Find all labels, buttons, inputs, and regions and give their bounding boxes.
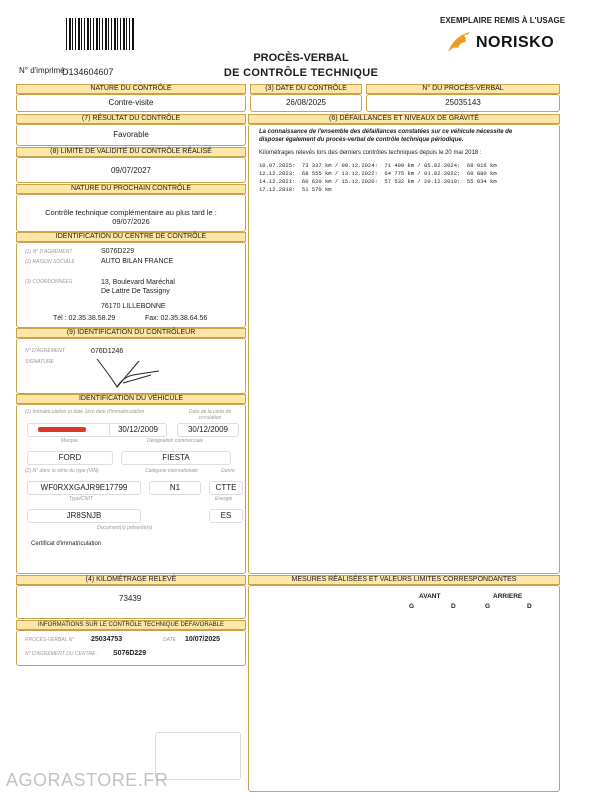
history-line: 14.12.2021: 60 620 km / 15.12.2020: 57 532 km / 20.12.2019: 55 034 km xyxy=(259,178,497,185)
vehicle-genre: CTTE xyxy=(209,481,243,495)
info-date-label: DATE : xyxy=(163,637,179,643)
copy-note: EXEMPLAIRE REMIS À L'USAGE xyxy=(440,16,566,25)
centre-agrement-value: S076D229 xyxy=(101,248,135,255)
info-agrement-label: N° D'AGRÉMENT DU CENTRE : xyxy=(25,651,99,657)
info-header: INFORMATIONS SUR LE CONTRÔLE TECHNIQUE DÉFAVORABLE xyxy=(16,620,246,630)
vehicle-header: IDENTIFICATION DU VÉHICULE xyxy=(16,394,246,404)
printed-number: D134604607 xyxy=(62,67,114,77)
mesures-d2: D xyxy=(527,603,532,610)
vehicle-date-label: Date de la carte de circulation xyxy=(188,409,232,421)
km-header: (4) KILOMÉTRAGE RELEVÉ xyxy=(16,575,246,585)
info-date-value: 10/07/2025 xyxy=(185,636,221,643)
vehicle-date1: 30/12/2009 xyxy=(109,423,167,437)
brand-name: NORISKO xyxy=(476,34,555,51)
vehicle-date2: 30/12/2009 xyxy=(177,423,239,437)
watermark: AGORASTORE.FR xyxy=(6,770,169,790)
next-line2: 09/07/2026 xyxy=(112,217,150,226)
mesures-g1: G xyxy=(409,603,415,610)
vehicle-marque: FORD xyxy=(27,451,113,465)
vehicle-type-label: Type/CNIT xyxy=(69,496,93,502)
signature-scribble xyxy=(93,353,173,389)
vehicle-docs-label: Document(s) présenté(s) xyxy=(97,525,153,531)
info-box xyxy=(16,630,246,666)
history-line: 10.07.2025: 73 337 km / 09.12.2024: 71 499 km / 05.02.2024: 68 916 km xyxy=(259,162,497,169)
next-header: NATURE DU PROCHAIN CONTRÔLE xyxy=(16,184,246,194)
pv-header: N° DU PROCÈS-VERBAL xyxy=(366,84,560,94)
result-header: (7) RÉSULTAT DU CONTRÔLE xyxy=(16,114,246,124)
centre-addr2: De Lattre De Tassigny xyxy=(101,288,170,295)
nature-value: Contre-visite xyxy=(108,98,154,107)
mesures-g2: G xyxy=(485,603,491,610)
centre-tel: Tél : 02.35.38.58.29 xyxy=(53,315,116,322)
nature-box xyxy=(16,94,246,112)
defaillances-note1: La connaissance de l'ensemble des défaillances constatées sur ce véhicule nécessite de xyxy=(259,129,513,135)
defaillances-header: (6) DÉFAILLANCES ET NIVEAUX DE GRAVITÉ xyxy=(248,114,560,124)
plate-redacted xyxy=(27,423,113,437)
eagle-icon xyxy=(446,30,474,54)
result-value: Favorable xyxy=(113,130,149,139)
info-agrement-value: S076D229 xyxy=(113,650,147,657)
vehicle-immat-label: (1) Immatriculation et date 1ère date d'immatriculation xyxy=(25,409,145,415)
next-box xyxy=(16,194,246,232)
centre-addr3: 76170 LILLEBONNE xyxy=(101,303,166,310)
barcode xyxy=(66,18,134,50)
info-pv-label: PROCÈS-VERBAL N° : xyxy=(25,637,78,643)
centre-coord-label: (3) COORDONNÉES xyxy=(25,279,73,285)
pv-value: 25035143 xyxy=(445,98,481,107)
date-value: 26/08/2025 xyxy=(285,98,327,107)
mesures-box xyxy=(248,585,560,792)
vehicle-designation: FIESTA xyxy=(121,451,231,465)
date-box xyxy=(250,94,362,112)
centre-addr1: 13, Boulevard Maréchal xyxy=(101,279,175,286)
centre-agrement-label: (1) N° D'AGRÉMENT xyxy=(25,249,73,255)
defaillances-km-intro: Kilométrages relevés lors des derniers contrôles techniques depuis le 20 mai 2018 : xyxy=(259,150,482,156)
mesures-avant: AVANT xyxy=(419,593,441,600)
controleur-header: (9) IDENTIFICATION DU CONTRÔLEUR xyxy=(16,328,246,338)
vehicle-categorie-label: Catégorie internationale xyxy=(145,468,199,474)
defaillances-note2: disposer également du procès-verbal de contrôle technique périodique. xyxy=(259,137,464,143)
controleur-agrement-value: 076D1246 xyxy=(91,348,124,355)
controleur-agrement-label: N° D'AGRÉMENT xyxy=(25,348,65,354)
nature-header: NATURE DU CONTRÔLE xyxy=(16,84,246,94)
validity-header: (8) LIMITE DE VALIDITÉ DU CONTRÔLE RÉALISÉ xyxy=(16,147,246,157)
printed-label: N° d'imprimé : xyxy=(19,66,70,75)
centre-raison-value: AUTO BILAN FRANCE xyxy=(101,258,174,265)
controleur-box xyxy=(16,338,246,394)
vehicle-genre-label: Genre xyxy=(221,468,235,474)
centre-fax: Fax: 02.35.38.64.56 xyxy=(145,315,208,322)
title-line2: DE CONTRÔLE TECHNIQUE xyxy=(223,67,379,79)
vehicle-type: JR8SNJB xyxy=(27,509,141,523)
centre-header: IDENTIFICATION DU CENTRE DE CONTRÔLE xyxy=(16,232,246,242)
km-box xyxy=(16,585,246,619)
vehicle-box xyxy=(16,404,246,574)
mesures-header: MESURES RÉALISÉES ET VALEURS LIMITES CORRESPONDANTES xyxy=(248,575,560,585)
pv-box xyxy=(366,94,560,112)
mesures-arriere: ARRIERE xyxy=(493,593,523,600)
history-line: 17.12.2018: 51 570 km xyxy=(259,186,332,193)
vehicle-energie: ES xyxy=(209,509,243,523)
vehicle-categorie: N1 xyxy=(149,481,201,495)
history-line: 12.12.2023: 68 555 km / 13.12.2022: 64 775 km / 01.02.2022: 60 880 km xyxy=(259,170,497,177)
vehicle-marque-label: Marque xyxy=(61,438,78,444)
vehicle-vin: WF0RXXGAJR9E17799 xyxy=(27,481,141,495)
next-line1: Contrôle technique complémentaire au plus tard le : xyxy=(45,208,217,217)
vehicle-vin-label: (2) N° dans la série du type (VIN) xyxy=(25,468,99,474)
mesures-d1: D xyxy=(451,603,456,610)
centre-raison-label: (2) RAISON SOCIALE xyxy=(25,259,75,265)
validity-box xyxy=(16,157,246,183)
defaillances-box xyxy=(248,124,560,574)
date-header: (3) DATE DU CONTRÔLE xyxy=(250,84,362,94)
vehicle-energie-label: Énergie xyxy=(215,496,233,502)
result-box xyxy=(16,124,246,146)
vehicle-docs-value: Certificat d'immatriculation xyxy=(31,541,102,547)
km-value: 73439 xyxy=(119,594,142,603)
vehicle-designation-label: Désignation commerciale xyxy=(147,438,204,444)
centre-box xyxy=(16,242,246,328)
info-pv-value: 25034753 xyxy=(91,636,123,643)
title-line1: PROCÈS-VERBAL xyxy=(253,52,349,64)
validity-value: 09/07/2027 xyxy=(110,166,152,175)
controleur-signature-label: SIGNATURE xyxy=(25,359,54,365)
